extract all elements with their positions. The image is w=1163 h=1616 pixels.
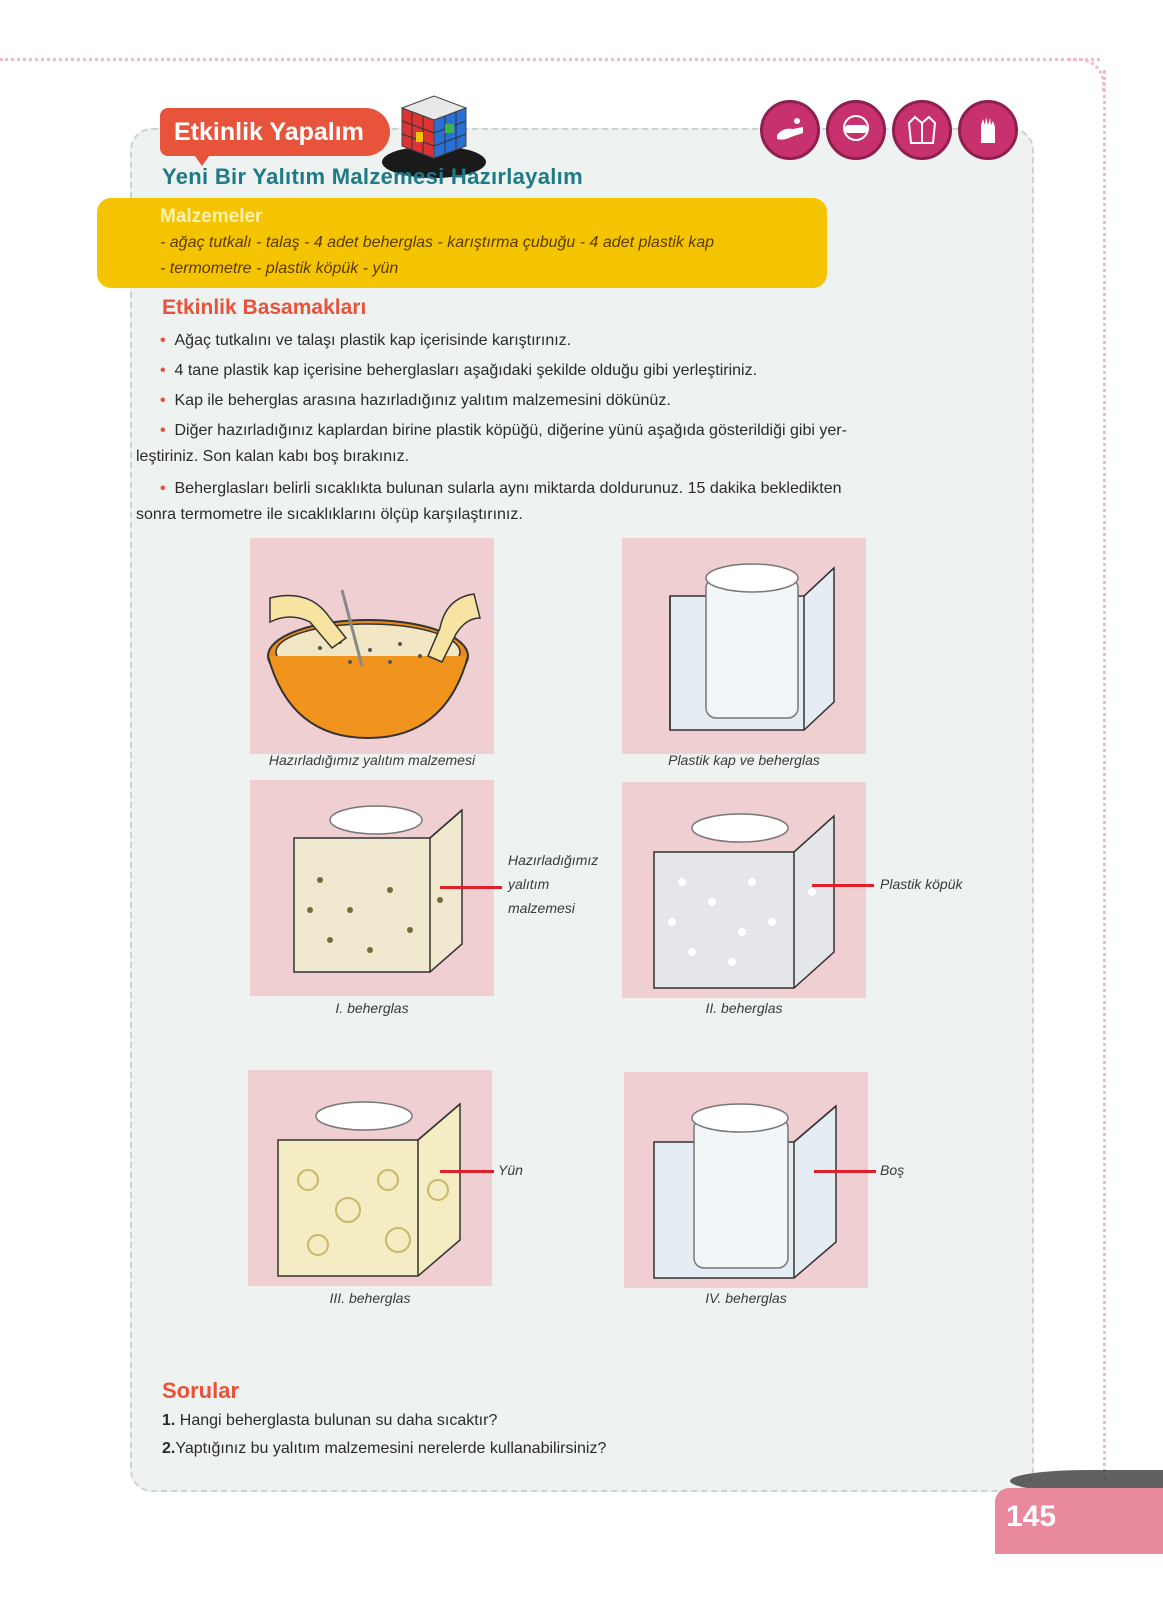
label-wool: Yün (498, 1162, 523, 1178)
materials-title: Malzemeler (160, 206, 263, 227)
goggles-icon (826, 100, 886, 160)
label-insulation: Hazırladığımız yalıtım malzemesi (508, 852, 599, 916)
hand-wash-icon (760, 100, 820, 160)
caption-plastic-box: Plastik kap ve beherglas (668, 752, 820, 768)
activity-subtitle: Yeni Bir Yalıtım Malzemesi Hazırlayalım (162, 164, 583, 189)
questions-title: Sorular (162, 1378, 240, 1403)
step-2: • 4 tane plastik kap içerisine beherglasları aşağıdaki şekilde olduğu gibi yerleştiriniz. (160, 362, 758, 379)
figure-beaker-3 (248, 1070, 492, 1286)
step-3: • Kap ile beherglas arasına hazırladığınız yalıtım malzemesini dökünüz. (160, 392, 671, 409)
corner-dotted-border (1068, 58, 1105, 91)
safety-icons (760, 100, 1018, 160)
glove-icon (958, 100, 1018, 160)
question-1: 1. Hangi beherglasta bulunan su daha sıcaktır? (162, 1412, 498, 1429)
arrow-2 (812, 884, 874, 887)
label-empty: Boş (880, 1162, 905, 1178)
caption-beaker-3: III. beherglas (329, 1290, 411, 1306)
top-dotted-border (0, 58, 1100, 61)
arrow-1 (440, 886, 502, 889)
question-2: 2.Yaptığınız bu yalıtım malzemesini nerelerde kullanabilirsiniz? (162, 1440, 607, 1457)
step-1: • Ağaç tutkalını ve talaşı plastik kap içerisinde karıştırınız. (160, 332, 572, 349)
arrow-3 (440, 1170, 494, 1173)
caption-beaker-1: I. beherglas (335, 1000, 409, 1016)
activity-badge: Etkinlik Yapalım (160, 108, 390, 156)
step-4-cont: leştiriniz. Son kalan kabı boş bırakınız. (136, 448, 410, 465)
arrow-4 (814, 1170, 876, 1173)
caption-beaker-2: II. beherglas (705, 1000, 783, 1016)
materials-line-1: - ağaç tutkalı - talaş - 4 adet beherglas - karıştırma çubuğu - 4 adet plastik kap (160, 234, 715, 251)
right-dotted-border (1103, 70, 1106, 1480)
caption-beaker-4: IV. beherglas (705, 1290, 787, 1306)
step-4: • Diğer hazırladığınız kaplardan birine plastik köpüğü, diğerine yünü aşağıda gösterildiği gibi yer- (160, 422, 847, 439)
figure-mixing-bowl (250, 538, 494, 754)
steps-title: Etkinlik Basamakları (162, 296, 367, 319)
label-plastic-foam: Plastik köpük (880, 876, 963, 892)
materials-line-2: - termometre - plastik köpük - yün (160, 260, 399, 277)
figure-plastic-box (622, 538, 866, 754)
step-5: • Beherglasları belirli sıcaklıkta bulunan sularla aynı miktarda doldurunuz. 15 dakika bekledikten (160, 480, 842, 497)
figure-beaker-2 (622, 782, 866, 998)
figure-beaker-4 (624, 1072, 868, 1288)
caption-mixing: Hazırladığımız yalıtım malzemesi (268, 752, 476, 768)
page-number: 145 (1006, 1500, 1057, 1533)
lab-coat-icon (892, 100, 952, 160)
step-5-cont: sonra termometre ile sıcaklıklarını ölçüp karşılaştırınız. (136, 506, 523, 523)
